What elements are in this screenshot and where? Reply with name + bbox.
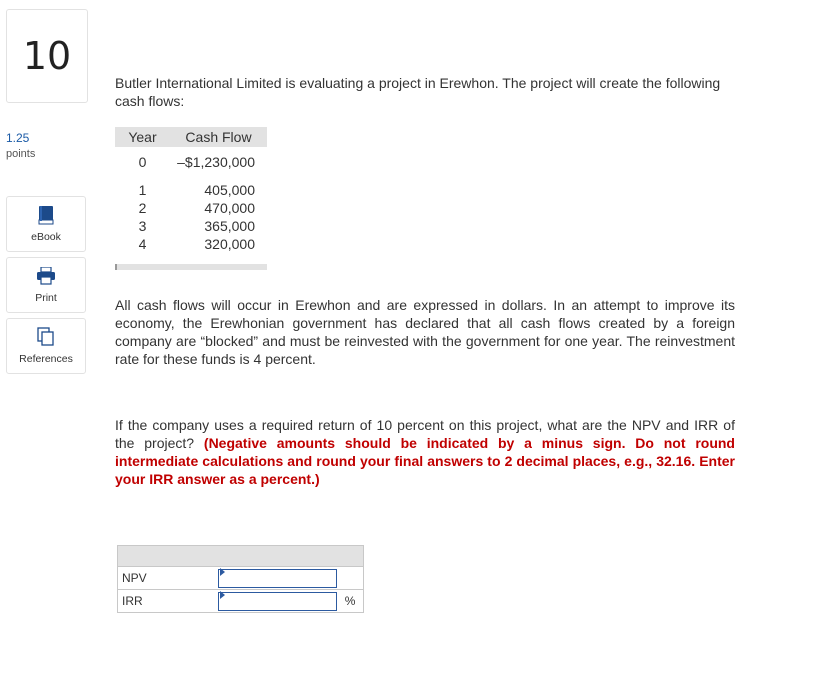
question-paragraph: [115, 416, 735, 488]
year-cell: 0: [138, 154, 147, 170]
ebook-label: eBook: [31, 231, 61, 243]
cash-flow-table: [115, 127, 267, 252]
irr-unit: %: [344, 594, 356, 608]
irr-row: [117, 590, 364, 613]
irr-label: IRR: [122, 594, 143, 608]
print-button[interactable]: [6, 257, 86, 313]
references-button[interactable]: [6, 318, 86, 374]
npv-row: [117, 567, 364, 590]
references-label: References: [19, 353, 73, 365]
book-icon: [35, 205, 57, 225]
year-cell: 1: [138, 182, 147, 198]
year-header: Year: [128, 129, 157, 145]
input-marker-icon: [220, 568, 225, 576]
cash-flow-table-header: [115, 127, 267, 147]
npv-input[interactable]: [218, 569, 337, 588]
cash-flow-cell: 365,000: [204, 218, 255, 234]
cash-flow-cell: 405,000: [204, 182, 255, 198]
instructions-text: (Negative amounts should be indicated by a minus sign. Do not round intermediate calculations and round your final answers to 2 decimal places, e.g., 32.16. Enter your IRR answer as a percent.): [115, 435, 735, 487]
print-label: Print: [35, 292, 57, 304]
cash-flow-header: Cash Flow: [185, 129, 252, 145]
question-number: 10: [22, 34, 72, 78]
ebook-button[interactable]: [6, 196, 86, 252]
points-label: points: [6, 148, 36, 160]
cash-flow-cell: –$1,230,000: [177, 154, 255, 170]
npv-label: NPV: [122, 571, 147, 585]
irr-input[interactable]: [218, 592, 337, 611]
question-number-box: [6, 9, 88, 103]
printer-icon: [35, 266, 57, 286]
year-cell: 2: [138, 200, 147, 216]
references-icon: [35, 327, 57, 347]
table-bottom-rule: [115, 264, 267, 270]
cash-flow-cell: 470,000: [204, 200, 255, 216]
input-marker-icon: [220, 591, 225, 599]
cash-flow-cell: 320,000: [204, 236, 255, 252]
answer-table-header: [117, 545, 364, 567]
answer-table: [117, 545, 364, 613]
year-cell: 3: [138, 218, 147, 234]
year-cell: 4: [138, 236, 147, 252]
problem-intro: Butler International Limited is evaluating a project in Erewhon. The project will create the following cash flows:: [115, 75, 721, 109]
question-text: If the company uses a required return of 10 percent on this project, what are the NPV and IRR of the project?: [115, 417, 735, 451]
points-value: 1.25: [6, 131, 30, 145]
blocked-funds-paragraph: All cash flows will occur in Erewhon and are expressed in dollars. In an attempt to improve its economy, the Erewhonian government has declared that all cash flows created by a foreign company are “blocked” and must be reinvested with the government for one year. The reinvestment rate for these funds is 4 percent.: [115, 297, 735, 367]
